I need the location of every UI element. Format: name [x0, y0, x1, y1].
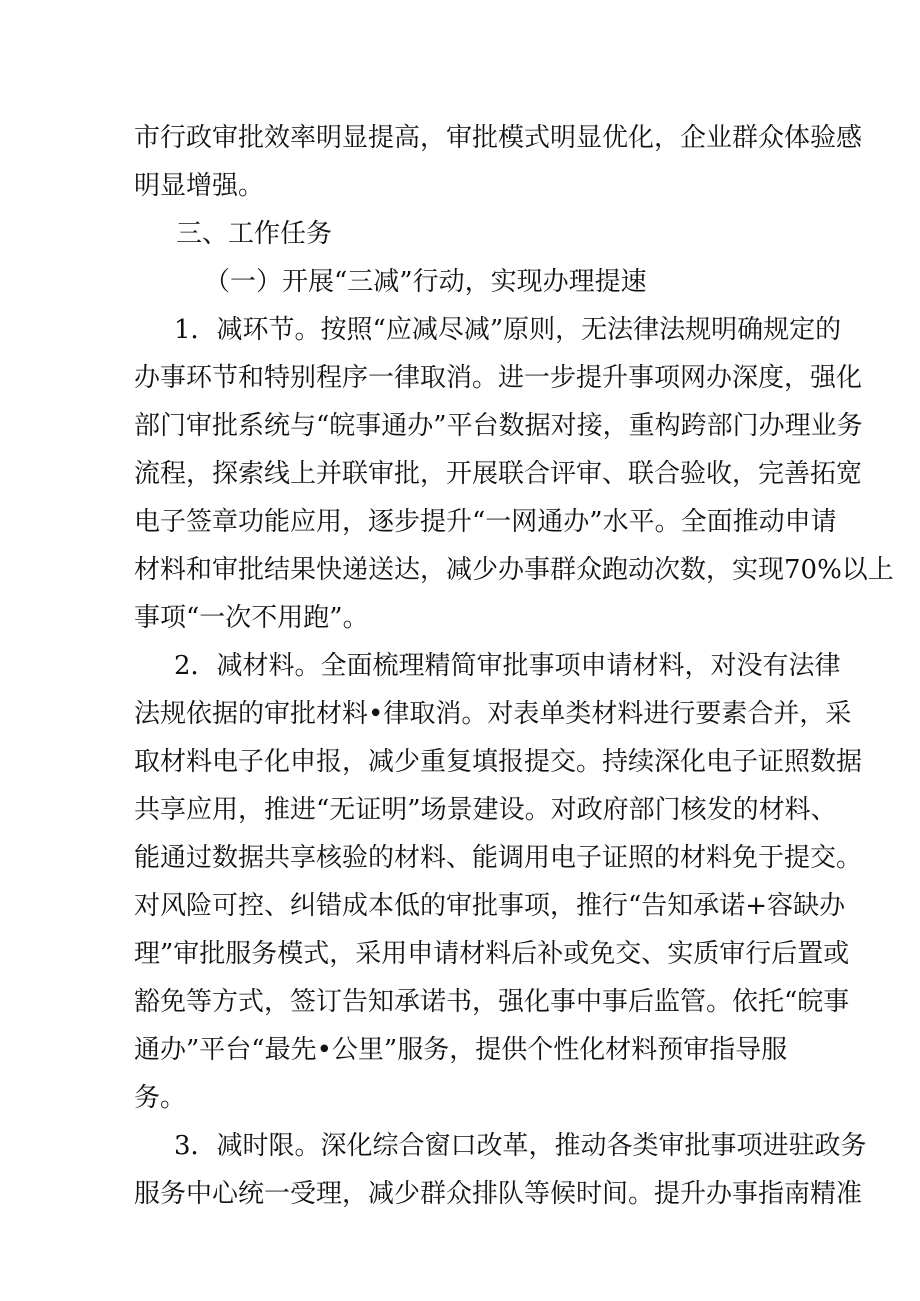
text-line: 办事环节和特别程序一律取消。进一步提升事项网办深度，强化: [134, 363, 863, 393]
text-line: 部门审批系统与“皖事通办”平台数据对接，重构跨部门办理业务: [134, 411, 863, 441]
text-line: 事项“一次不用跑”。: [134, 603, 369, 633]
text-line: 豁免等方式，签订告知承诺书，强化事中事后监管。依托“皖事: [134, 987, 850, 1017]
subsection-heading: [134, 258, 794, 306]
text-line: 2．减材料。全面梳理精简审批事项申请材料，对没有法律: [174, 651, 841, 681]
text-line: 法规依据的审批材料•律取消。对表单类材料进行要素合并，采: [134, 699, 852, 729]
text-line: 共享应用，推进“无证明”场景建设。对政府部门核发的材料、: [134, 795, 837, 825]
text-line: 务。: [134, 1083, 187, 1113]
text-line: 理”审批服务模式，采用申请材料后补或免交、实质审行后置或: [134, 939, 850, 969]
text-line: 能通过数据共享核验的材料、能调用电子证照的材料免于提交。: [134, 843, 863, 873]
text-line: 电子签章功能应用，逐步提升“一网通办”水平。全面推动申请: [134, 507, 837, 537]
text-line: 材料和审批结果快递送达，减少办事群众跑动次数，实现70%以上: [134, 555, 894, 585]
subheading-text: （一）开展“三减”行动，实现办理提速: [204, 267, 647, 297]
text-line: 3．减时限。深化综合窗口改革，推动各类审批事项进驻政务: [174, 1131, 867, 1161]
text-line: 明显增强。: [134, 171, 265, 201]
paragraph-item-2: [134, 642, 863, 1122]
heading-text: 三、工作任务: [176, 219, 333, 249]
paragraph-intro-tail: [134, 114, 863, 210]
paragraph-item-3: [134, 1122, 867, 1218]
text-line: 对风险可控、纠错成本低的审批事项，推行“告知承诺+容缺办: [134, 891, 846, 921]
section-heading: [134, 210, 794, 258]
body-text: [134, 114, 894, 1218]
text-line: 流程，探索线上并联审批，开展联合评审、联合验收，完善拓宽: [134, 459, 863, 489]
text-line: 服务中心统一受理，减少群众排队等候时间。提升办事指南精准: [134, 1179, 863, 1209]
text-line: 通办”平台“最先•公里”服务，提供个性化材料预审指导服: [134, 1035, 788, 1065]
text-line: 取材料电子化申报，减少重复填报提交。持续深化电子证照数据: [134, 747, 863, 777]
text-line: 1．减环节。按照“应减尽减”原则，无法律法规明确规定的: [174, 315, 842, 345]
text-line: 市行政审批效率明显提高，审批模式明显优化，企业群众体验感: [134, 123, 863, 153]
paragraph-item-1: [134, 306, 894, 642]
